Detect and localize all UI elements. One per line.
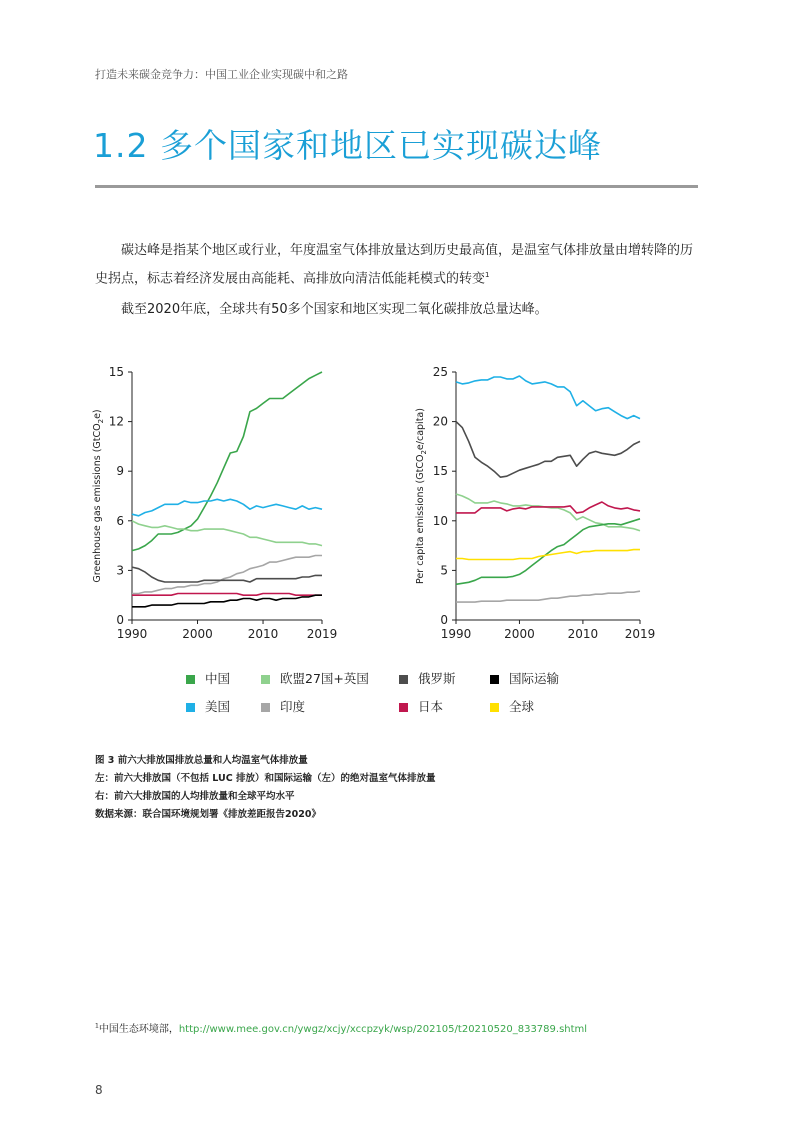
left-chart-y-tick-label: 12: [108, 414, 124, 429]
running-header: 打造未来碳金竞争力：中国工业企业实现碳中和之路: [95, 68, 348, 81]
legend-item-usa: [186, 697, 230, 715]
legend-label: 全球: [509, 699, 535, 714]
left-chart-y-axis-label: Greenhouse gas emissions (GtCO$_2$e): [92, 409, 105, 583]
figure-caption: [95, 752, 436, 824]
right-chart-y-tick-label: 0: [440, 613, 448, 627]
right-chart-x-tick-label: 1990: [440, 627, 472, 641]
legend-label: 印度: [280, 699, 306, 714]
section-title: 1.2 多个国家和地区已实现碳达峰: [93, 126, 602, 165]
footnote-link[interactable]: http://www.mee.gov.cn/ywgz/xcjy/xccpzyk/wsp/202105/t20210520_833789.shtml: [178, 1024, 588, 1035]
legend-item-japan: [399, 697, 443, 715]
paragraph-text: 碳达峰是指某个地区或行业，年度温室气体排放量达到历史最高值，是温室气体排放量由增转降的历史拐点，标志着经济发展由高能耗、高排放向清洁低能耗模式的转变: [95, 243, 694, 287]
left-chart-x-tick-label: 2000: [182, 627, 213, 641]
legend-swatch-eu27-uk: [261, 675, 270, 684]
footnote: [95, 1020, 587, 1035]
right-chart-y-axis-label: Per capita emissions (GtCO$_2$e/capita): [415, 408, 428, 584]
left-chart-series-eu27_uk: [132, 521, 322, 546]
footnote-reference[interactable]: 1: [485, 271, 490, 279]
legend-label: 国际运输: [509, 671, 560, 686]
left-chart-series-shipping: [132, 595, 322, 607]
left-chart-x-tick-label: 1990: [116, 627, 148, 641]
legend-item-world: [490, 697, 534, 715]
left-chart-x-tick-label: 2010: [247, 627, 279, 641]
left-chart-series-china: [132, 372, 322, 551]
footnote-source: 中国生态环境部，: [98, 1024, 179, 1035]
legend-item-shipping: [490, 669, 559, 687]
legend-item-india: [261, 697, 305, 715]
paragraph-peak-countries: 截至2020年底，全球共有50多个国家和地区实现二氧化碳排放总量达峰。: [121, 302, 548, 317]
legend-swatch-india: [261, 703, 270, 712]
left-chart-series-japan: [132, 594, 322, 596]
right-chart-y-tick-label: 15: [432, 464, 448, 479]
footnote-number: 1: [95, 1022, 99, 1030]
left-chart-series-russia: [132, 567, 322, 582]
legend-label: 欧盟27国+英国: [280, 671, 369, 686]
left-chart-series-india: [132, 556, 322, 594]
legend-label: 俄罗斯: [418, 671, 456, 686]
right-chart-y-tick-label: 5: [440, 563, 448, 578]
caption-left-note: 左：前六大排放国（不包括 LUC 排放）和国际运输（左）的绝对温室气体排放量: [95, 773, 436, 784]
caption-title: 图 3 前六大排放国排放总量和人均温室气体排放量: [95, 755, 308, 766]
right-chart-x-tick-label: 2010: [567, 627, 599, 641]
right-chart-x-tick-label: 2000: [504, 627, 535, 641]
right-chart-x-tick-label: 2019: [624, 627, 656, 641]
legend-item-eu27-uk: [261, 669, 369, 687]
caption-right-note: 右：前六大排放国的人均排放量和全球平均水平: [95, 791, 295, 802]
left-chart-y-tick-label: 15: [108, 365, 124, 379]
page-number: 8: [95, 1083, 103, 1097]
legend-item-russia: [399, 669, 456, 687]
right-chart-y-tick-label: 25: [432, 365, 448, 379]
right-chart-y-tick-label: 20: [432, 414, 448, 429]
caption-source: 数据来源：联合国环境规划署《排放差距报告2020》: [95, 809, 321, 820]
left-chart-y-tick-label: 0: [116, 613, 124, 627]
legend-swatch-japan: [399, 703, 408, 712]
legend-swatch-usa: [186, 703, 195, 712]
right-chart-y-tick-label: 10: [432, 513, 448, 528]
legend-swatch-world: [490, 703, 499, 712]
left-chart-series-usa: [132, 499, 322, 516]
legend-swatch-china: [186, 675, 195, 684]
legend-label: 美国: [205, 699, 231, 714]
left-chart-y-tick-label: 3: [116, 563, 124, 578]
legend-swatch-russia: [399, 675, 408, 684]
legend-swatch-shipping: [490, 675, 499, 684]
legend-label: 中国: [205, 671, 231, 686]
legend-label: 日本: [418, 699, 444, 714]
left-chart-y-tick-label: 6: [116, 513, 124, 528]
left-chart-x-tick-label: 2019: [306, 627, 338, 641]
legend-item-china: [186, 669, 230, 687]
left-chart-y-tick-label: 9: [116, 464, 124, 479]
